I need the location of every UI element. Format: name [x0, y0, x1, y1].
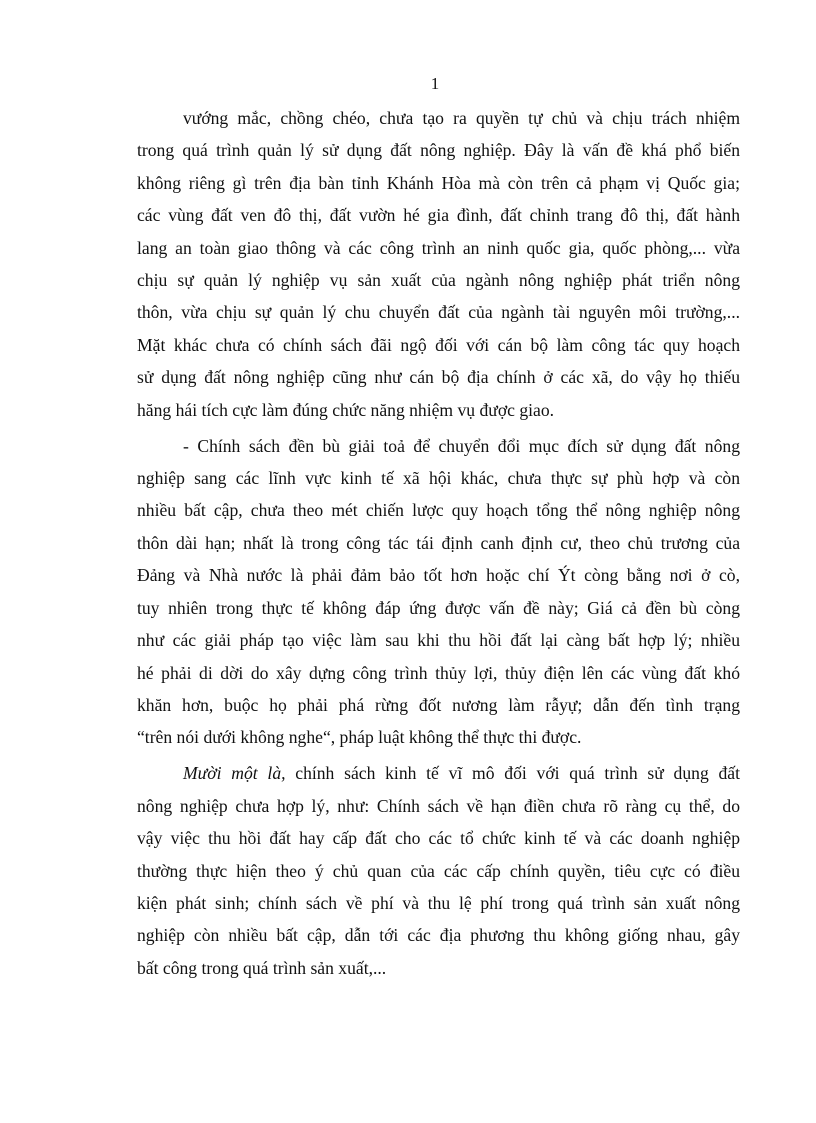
text-line: nghiệp sang các lĩnh vực kinh tế xã hội khác, chưa thực sự phù hợp và còn: [137, 468, 740, 489]
text-line: nhiều bất cập, chưa theo mét chiến lược quy hoạch tổng thể nông nghiệp nông: [137, 500, 740, 521]
text-line: như các giải pháp tạo việc làm sau khi thu hồi đất lại càng bất hợp lý; nhiều: [137, 630, 740, 651]
text-line: lang an toàn giao thông và các công trình an ninh quốc gia, quốc phòng,... vừa: [137, 237, 740, 258]
text-line: nông nghiệp chưa hợp lý, như: Chính sách về hạn điền chưa rõ ràng cụ thể, do: [137, 795, 740, 816]
text-line: thường thực hiện theo ý chủ quan của các cấp chính quyền, tiêu cực có điều: [137, 860, 740, 881]
text-line: không riêng gì trên địa bàn tỉnh Khánh Hòa mà còn trên cả phạm vị Quốc gia;: [137, 172, 740, 193]
text-line: khăn hơn, buộc họ phải phá rừng đốt nương làm rẫyự; dẫn đến tình trạng: [137, 694, 740, 715]
text-line: thôn, vừa chịu sự quản lý chu chuyển đất của ngành tài nguyên môi trường,...: [137, 302, 740, 323]
text-line: Đảng và Nhà nước là phải đảm bảo tốt hơn hoặc chí Ýt còng bằng nơi ở cò,: [137, 565, 740, 586]
text-line: vậy việc thu hồi đất hay cấp đất cho các tổ chức kinh tế và các doanh nghiệp: [137, 828, 740, 849]
document-body: [137, 102, 740, 984]
text-line: - Chính sách đền bù giải toả để chuyển đổi mục đích sử dụng đất nông: [183, 435, 740, 456]
text-line: Mặt khác chưa có chính sách đãi ngộ đối với cán bộ làm công tác quy hoạch: [137, 334, 740, 355]
paragraph-2: [137, 430, 740, 754]
text-line: sử dụng đất nông nghiệp cũng như cán bộ địa chính ở các xã, do vậy họ thiếu: [137, 367, 740, 388]
paragraph-3: [137, 757, 740, 984]
text-line: tuy nhiên trong thực tế không đáp ứng được vấn đề này; Giá cả đền bù còng: [137, 597, 740, 618]
text-line: trong quá trình quản lý sử dụng đất nông nghiệp. Đây là vấn đề khá phổ biến: [137, 140, 740, 161]
text-line: các vùng đất ven đô thị, đất vườn hé gia đình, đất chỉnh trang đô thị, đất hành: [137, 205, 740, 226]
paragraph-1: [137, 102, 740, 426]
text-line: chịu sự quản lý nghiệp vụ sản xuất của ngành nông nghiệp phát triển nông: [137, 270, 740, 291]
text-line: hăng hái tích cực làm đúng chức năng nhiệm vụ được giao.: [137, 399, 555, 420]
text-line: kiện phát sinh; chính sách về phí và thu lệ phí trong quá trình sản xuất nông: [137, 892, 740, 913]
text-line: hé phải di dời do xây dựng công trình thủy lợi, thủy điện lên các vùng đất khó: [137, 662, 740, 683]
text-line: bất công trong quá trình sản xuất,...: [137, 957, 387, 978]
text-line: thôn dài hạn; nhất là trong công tác tái định canh định cư, theo chủ trương của: [137, 532, 740, 553]
text-line: vướng mắc, chồng chéo, chưa tạo ra quyền tự chủ và chịu trách nhiệm: [183, 108, 740, 128]
paragraph-lead-italic: Mười một là,: [183, 763, 286, 784]
text-line: [137, 757, 740, 789]
page-number: 1: [430, 74, 440, 93]
text-line: “trên nói dưới không nghe“, pháp luật không thể thực thi được.: [137, 727, 582, 748]
first-line-rest: chính sách kinh tế vĩ mô đối với quá trình sử dụng đất: [285, 763, 740, 784]
text-line: nghiệp còn nhiều bất cập, dẫn tới các địa phương thu không giống nhau, gây: [137, 925, 740, 946]
